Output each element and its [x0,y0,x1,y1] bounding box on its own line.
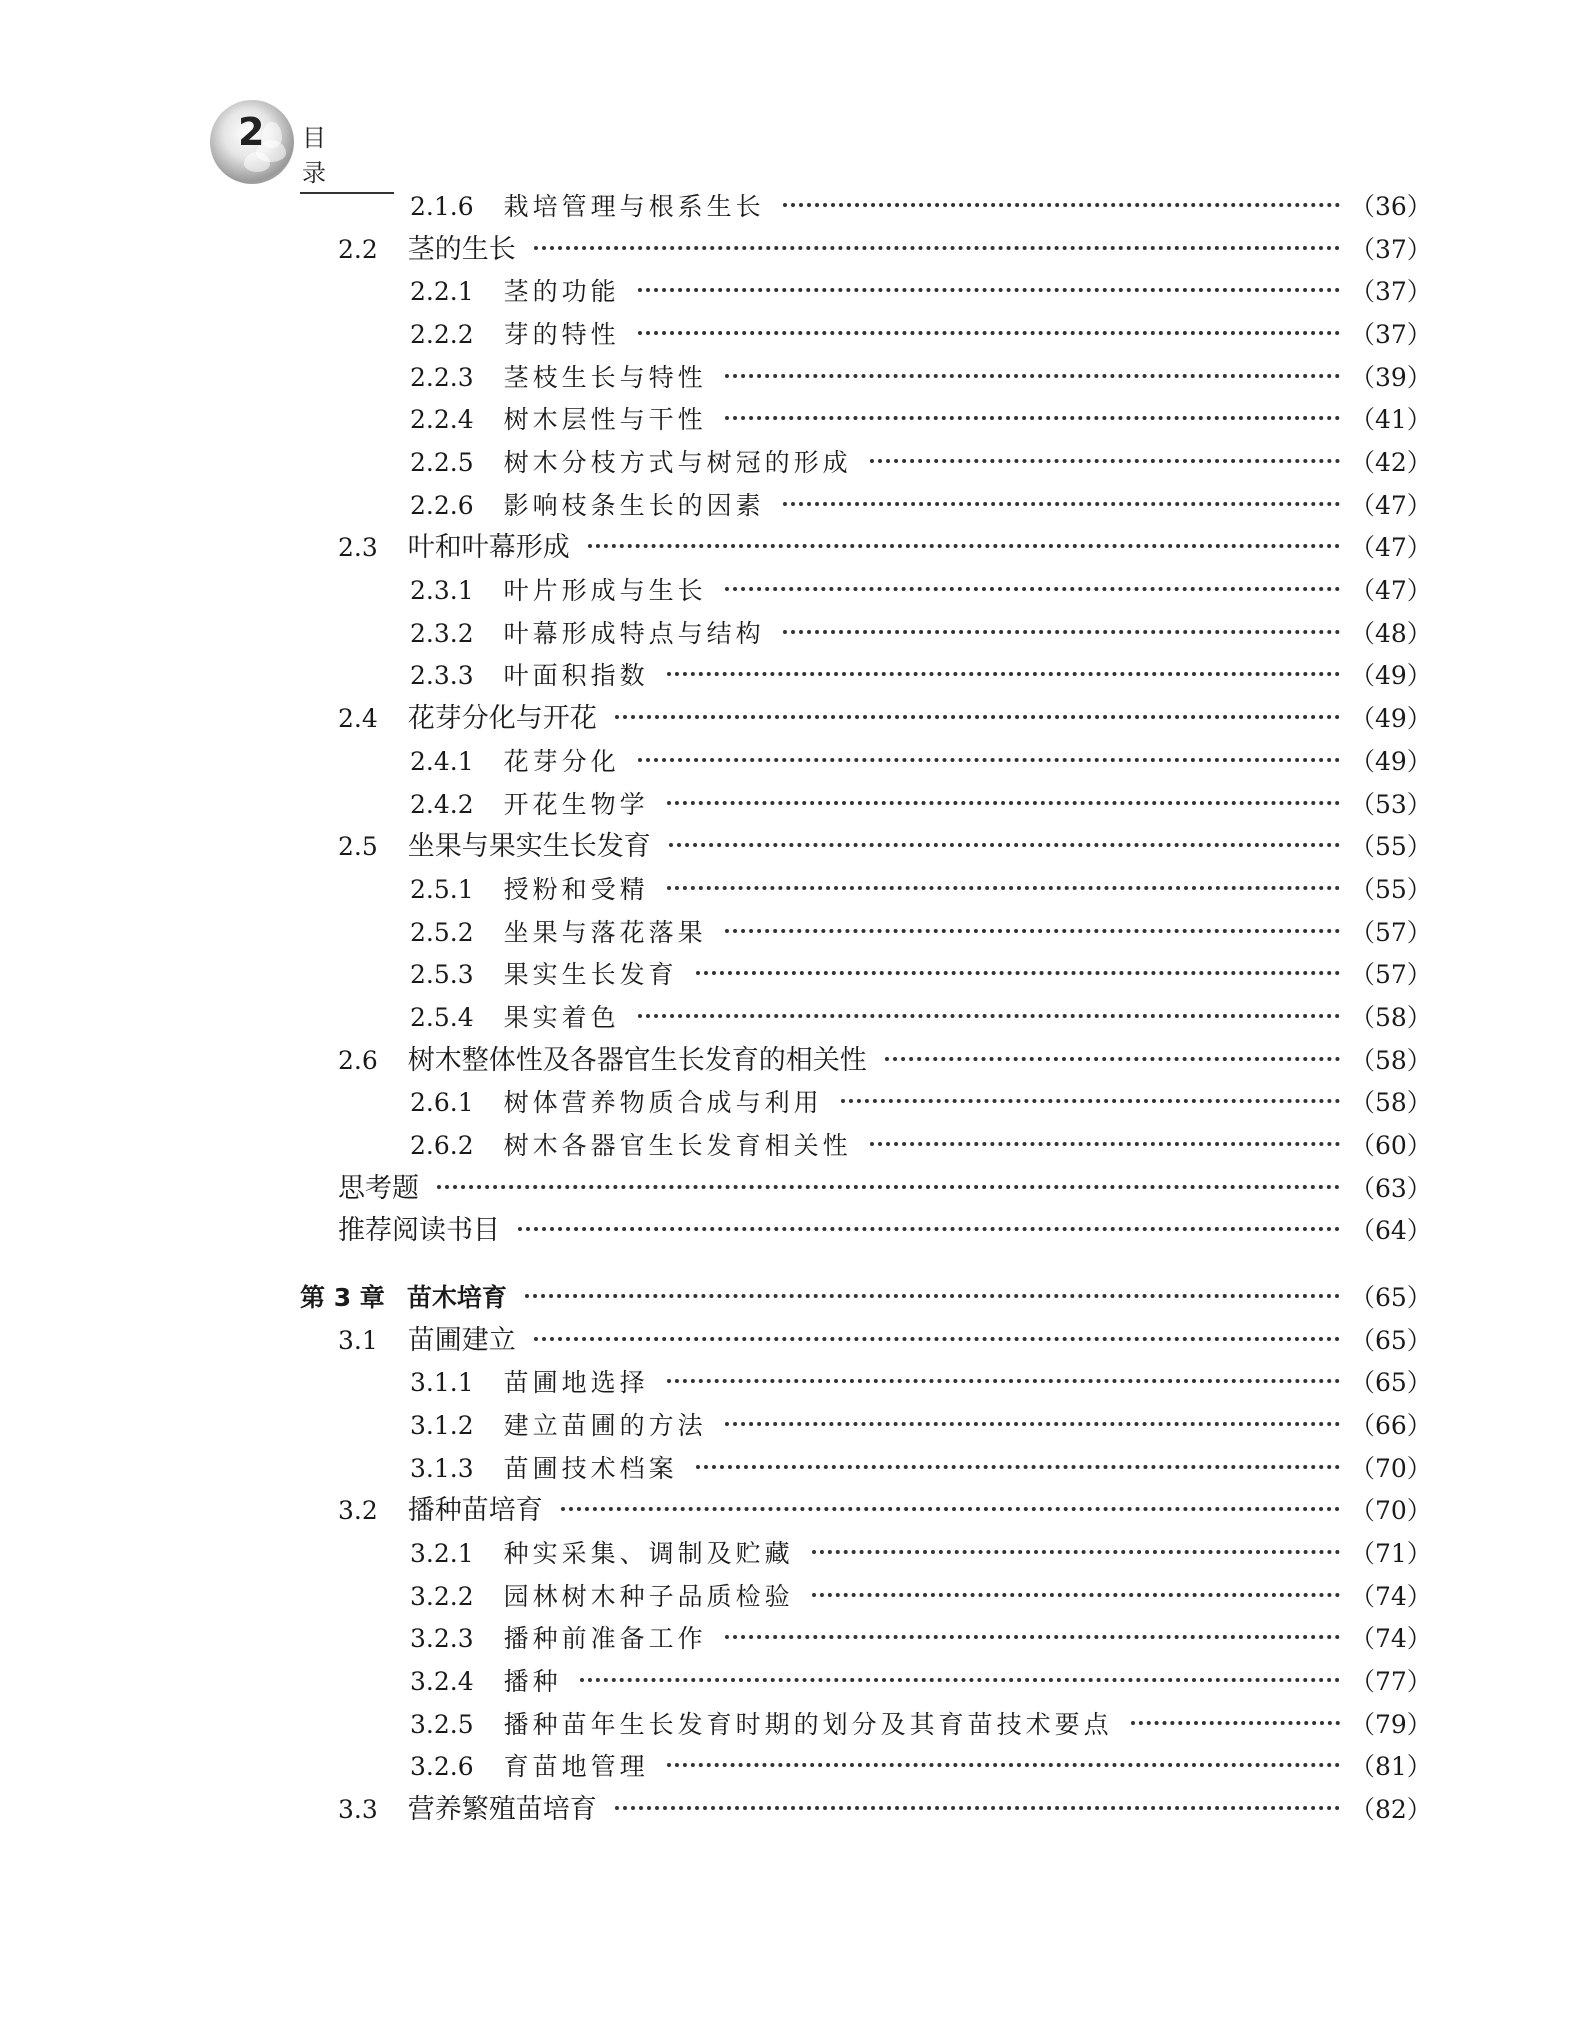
toc-entry-title: 苗圃建立 [407,1324,516,1356]
toc-entry[interactable] [410,400,1432,440]
toc-entry-page: （58） [1350,1002,1432,1032]
toc-entry-title: 树木层性与干性 [503,405,707,435]
toc-entry[interactable] [338,1169,1432,1209]
toc-entry[interactable] [410,1662,1432,1702]
toc-entry-number: 2.2 [338,234,378,264]
toc-entry-number: 3.2.5 [410,1709,474,1739]
toc-entry-title: 果实着色 [503,1002,620,1032]
toc-entry-number: 2.4.2 [410,789,474,819]
toc-entry[interactable] [410,315,1432,355]
toc-entry-title: 茎枝生长与特性 [503,362,707,392]
toc-entry[interactable] [338,699,1432,739]
toc-entry[interactable] [410,785,1432,825]
dot-leader [667,801,1340,805]
toc-entry-title: 坐果与落花落果 [503,917,707,947]
toc-entry-number: 2.5 [338,832,378,862]
toc-entry[interactable] [410,656,1432,696]
toc-entry-number: 2.4.1 [410,746,474,776]
dot-leader [667,1763,1340,1767]
toc-entry[interactable] [338,1211,1432,1251]
toc-entry[interactable] [410,1449,1432,1489]
toc-entry-number: 3.1 [338,1325,378,1355]
dot-leader [725,929,1340,933]
toc-entry-title: 思考题 [338,1172,419,1204]
toc-entry-number: 2.3.2 [410,618,474,648]
toc-entry-title: 苗圃地选择 [503,1368,649,1398]
page-number: 2 [238,110,265,154]
toc-entry[interactable] [410,1705,1432,1745]
toc-entry-number: 2.2.5 [410,448,474,478]
toc-entry-title: 播种 [503,1667,562,1697]
toc-entry-title: 叶和叶幕形成 [407,532,570,564]
toc-entry-page: （41） [1350,405,1432,435]
toc-entry-number: 2.2.2 [410,320,474,350]
toc-entry[interactable] [410,870,1432,910]
toc-entry-number: 2.3 [338,533,378,563]
toc-entry-title: 叶面积指数 [503,661,649,691]
toc-entry-title: 树体营养物质合成与利用 [503,1088,823,1118]
dot-leader [638,1014,1340,1018]
toc-entry-number: 2.6 [338,1045,378,1075]
toc-entry[interactable] [410,1747,1432,1787]
toc-entry-page: （53） [1350,789,1432,819]
toc-entry-title: 播种前准备工作 [503,1624,707,1654]
toc-entry-title: 树木分枝方式与树冠的形成 [503,448,852,478]
toc-entry[interactable] [338,827,1432,867]
toc-entry-number: 3.2.2 [410,1581,474,1611]
dot-leader [638,331,1340,335]
toc-entry-title: 种实采集、调制及贮藏 [503,1539,794,1569]
dot-leader [534,1337,1340,1341]
toc-entry-number: 2.2.1 [410,277,474,307]
dot-leader [725,416,1340,420]
dot-leader [667,886,1340,890]
toc-entry[interactable] [410,486,1432,526]
toc-entry[interactable] [410,1619,1432,1659]
toc-entry-page: （49） [1350,661,1432,691]
toc-entry-page: （74） [1350,1624,1432,1654]
toc-entry-title: 授粉和受精 [503,874,649,904]
toc-entry[interactable] [410,272,1432,312]
toc-entry-number: 2.5.2 [410,917,474,947]
toc-entry[interactable] [338,1041,1432,1081]
toc-entry-number: 2.2.4 [410,405,474,435]
toc-entry-page: （57） [1350,917,1432,947]
toc-entry[interactable] [410,998,1432,1038]
toc-entry-title: 茎的生长 [407,233,516,265]
toc-entry-page: （57） [1350,960,1432,990]
dot-leader [696,971,1340,975]
toc-entry-page: （39） [1350,362,1432,392]
toc-entry-title: 树木整体性及各器官生长发育的相关性 [407,1044,867,1076]
toc-entry[interactable] [338,528,1432,568]
toc-entry-page: （82） [1350,1795,1432,1825]
dot-leader [783,203,1340,207]
toc-entry-title: 坐果与果实生长发育 [407,831,651,863]
toc-entry-page: （81） [1350,1752,1432,1782]
dot-leader [870,459,1340,463]
toc-entry-page: （65） [1350,1283,1432,1312]
dot-leader [725,1422,1340,1426]
toc-entry-number: 3.2.1 [410,1539,474,1569]
dot-leader [638,288,1340,292]
toc-entry[interactable] [338,1321,1432,1361]
dot-leader [696,1465,1340,1469]
toc-entry[interactable] [410,1534,1432,1574]
toc-entry-page: （66） [1350,1411,1432,1441]
toc-entry[interactable] [338,1491,1432,1531]
toc-entry[interactable] [410,187,1432,227]
toc-entry-page: （71） [1350,1539,1432,1569]
dot-leader [870,1142,1340,1146]
toc-entry[interactable] [410,443,1432,483]
toc-entry-page: （65） [1350,1325,1432,1355]
toc-entry-title: 树木各器官生长发育相关性 [503,1130,852,1160]
toc-entry-page: （37） [1350,234,1432,264]
toc-entry-page: （58） [1350,1045,1432,1075]
toc-entry-page: （70） [1350,1496,1432,1526]
dot-leader [638,758,1340,762]
toc-entry-number: 3.2.6 [410,1752,474,1782]
toc-entry[interactable] [338,230,1432,270]
toc-entry[interactable] [338,1790,1432,1830]
dot-leader [534,246,1340,250]
toc-entry-number: 2.3.1 [410,576,474,606]
toc-entry-title: 育苗地管理 [503,1752,649,1782]
dot-leader [525,1294,1340,1298]
toc-entry-page: （47） [1350,490,1432,520]
dot-leader [518,1227,1340,1231]
toc-entry-number: 2.5.4 [410,1002,474,1032]
toc-entry-title: 建立苗圃的方法 [503,1411,707,1441]
page-header [210,100,410,187]
toc-entry-title: 开花生物学 [503,789,649,819]
toc-entry-page: （60） [1350,1130,1432,1160]
dot-leader [615,1806,1340,1810]
toc-entry-page: （70） [1350,1453,1432,1483]
toc-entry-number: 第 3 章 [300,1283,385,1312]
toc-entry-title: 营养繁殖苗培育 [407,1794,597,1826]
toc-entry-number: 3.1.2 [410,1411,474,1441]
toc-entry-page: （37） [1350,320,1432,350]
toc-entry-page: （58） [1350,1088,1432,1118]
toc-entry-number: 3.1.1 [410,1368,474,1398]
toc-entry-page: （63） [1350,1173,1432,1203]
toc-entry-title: 芽的特性 [503,320,620,350]
toc-entry-title: 叶片形成与生长 [503,576,707,606]
toc-entry-page: （77） [1350,1667,1432,1697]
toc-entry-number: 3.3 [338,1795,378,1825]
dot-leader [812,1550,1340,1554]
toc-entry-title: 推荐阅读书目 [338,1215,500,1247]
toc-entry-page: （55） [1350,874,1432,904]
dot-leader [615,715,1340,719]
toc-entry[interactable] [410,742,1432,782]
toc-entry-page: （55） [1350,832,1432,862]
toc-entry-page: （37） [1350,277,1432,307]
toc-entry-number: 2.5.1 [410,874,474,904]
toc-entry-number: 2.5.3 [410,960,474,990]
dot-leader [580,1678,1340,1682]
toc-entry-page: （47） [1350,576,1432,606]
dot-leader [812,1593,1340,1597]
toc-entry[interactable] [410,1406,1432,1446]
toc-entry-title: 叶幕形成特点与结构 [503,618,765,648]
section-title: 目 录 [300,118,394,194]
toc-chapter-entry[interactable] [300,1278,1432,1318]
toc-entry[interactable] [410,358,1432,398]
toc-entry[interactable] [410,571,1432,611]
toc-entry-page: （79） [1350,1709,1432,1739]
dot-leader [669,843,1340,847]
dot-leader [667,672,1340,676]
dot-leader [437,1185,1340,1189]
toc-entry-number: 2.3.3 [410,661,474,691]
toc-entry[interactable] [410,913,1432,953]
dot-leader [783,630,1340,634]
toc-entry-number: 2.6.1 [410,1088,474,1118]
toc-entry-title: 苗圃技术档案 [503,1453,678,1483]
toc-entry-number: 2.1.6 [410,192,474,221]
toc-entry-page: （49） [1350,704,1432,734]
toc-entry-title: 栽培管理与根系生长 [503,192,765,221]
toc-entry-page: （47） [1350,533,1432,563]
toc-entry-title: 播种苗培育 [407,1495,543,1527]
toc-entry-page: （42） [1350,448,1432,478]
toc-entry-title: 花芽分化 [503,746,620,776]
dot-leader [725,587,1340,591]
toc-entry[interactable] [410,1083,1432,1123]
toc-entry-number: 3.2.4 [410,1667,474,1697]
toc-entry-page: （64） [1350,1216,1432,1246]
dot-leader [725,374,1340,378]
toc-entry-number: 2.4 [338,704,378,734]
toc-entry-number: 3.1.3 [410,1453,474,1483]
toc-entry-page: （48） [1350,618,1432,648]
toc-entry[interactable] [410,955,1432,995]
toc-entry-page: （36） [1350,192,1432,221]
dot-leader [725,1635,1340,1639]
toc-entry-page: （65） [1350,1368,1432,1398]
toc-entry-page: （74） [1350,1581,1432,1611]
toc-entry[interactable] [410,614,1432,654]
toc-entry-number: 3.2 [338,1496,378,1526]
dot-leader [841,1099,1340,1103]
toc-entry-title: 播种苗年生长发育时期的划分及其育苗技术要点 [503,1709,1113,1739]
dot-leader [561,1507,1340,1511]
toc-entry-title: 苗木培育 [406,1283,507,1312]
toc-entry-page: （49） [1350,746,1432,776]
toc-entry-number: 3.2.3 [410,1624,474,1654]
toc-entry-title: 果实生长发育 [503,960,678,990]
toc-entry-title: 茎的功能 [503,277,620,307]
toc-entry-number: 2.2.3 [410,362,474,392]
toc-entry[interactable] [410,1363,1432,1403]
dot-leader [1131,1721,1340,1725]
dot-leader [885,1057,1340,1061]
toc-entry[interactable] [410,1577,1432,1617]
toc-entry-number: 2.6.2 [410,1130,474,1160]
toc-entry-title: 园林树木种子品质检验 [503,1581,794,1611]
toc-entry-title: 花芽分化与开花 [407,703,597,735]
toc-entry-title: 影响枝条生长的因素 [503,490,765,520]
dot-leader [588,544,1340,548]
toc-entry-number: 2.2.6 [410,490,474,520]
dot-leader [783,502,1340,506]
toc-entry[interactable] [410,1126,1432,1166]
dot-leader [667,1379,1340,1383]
